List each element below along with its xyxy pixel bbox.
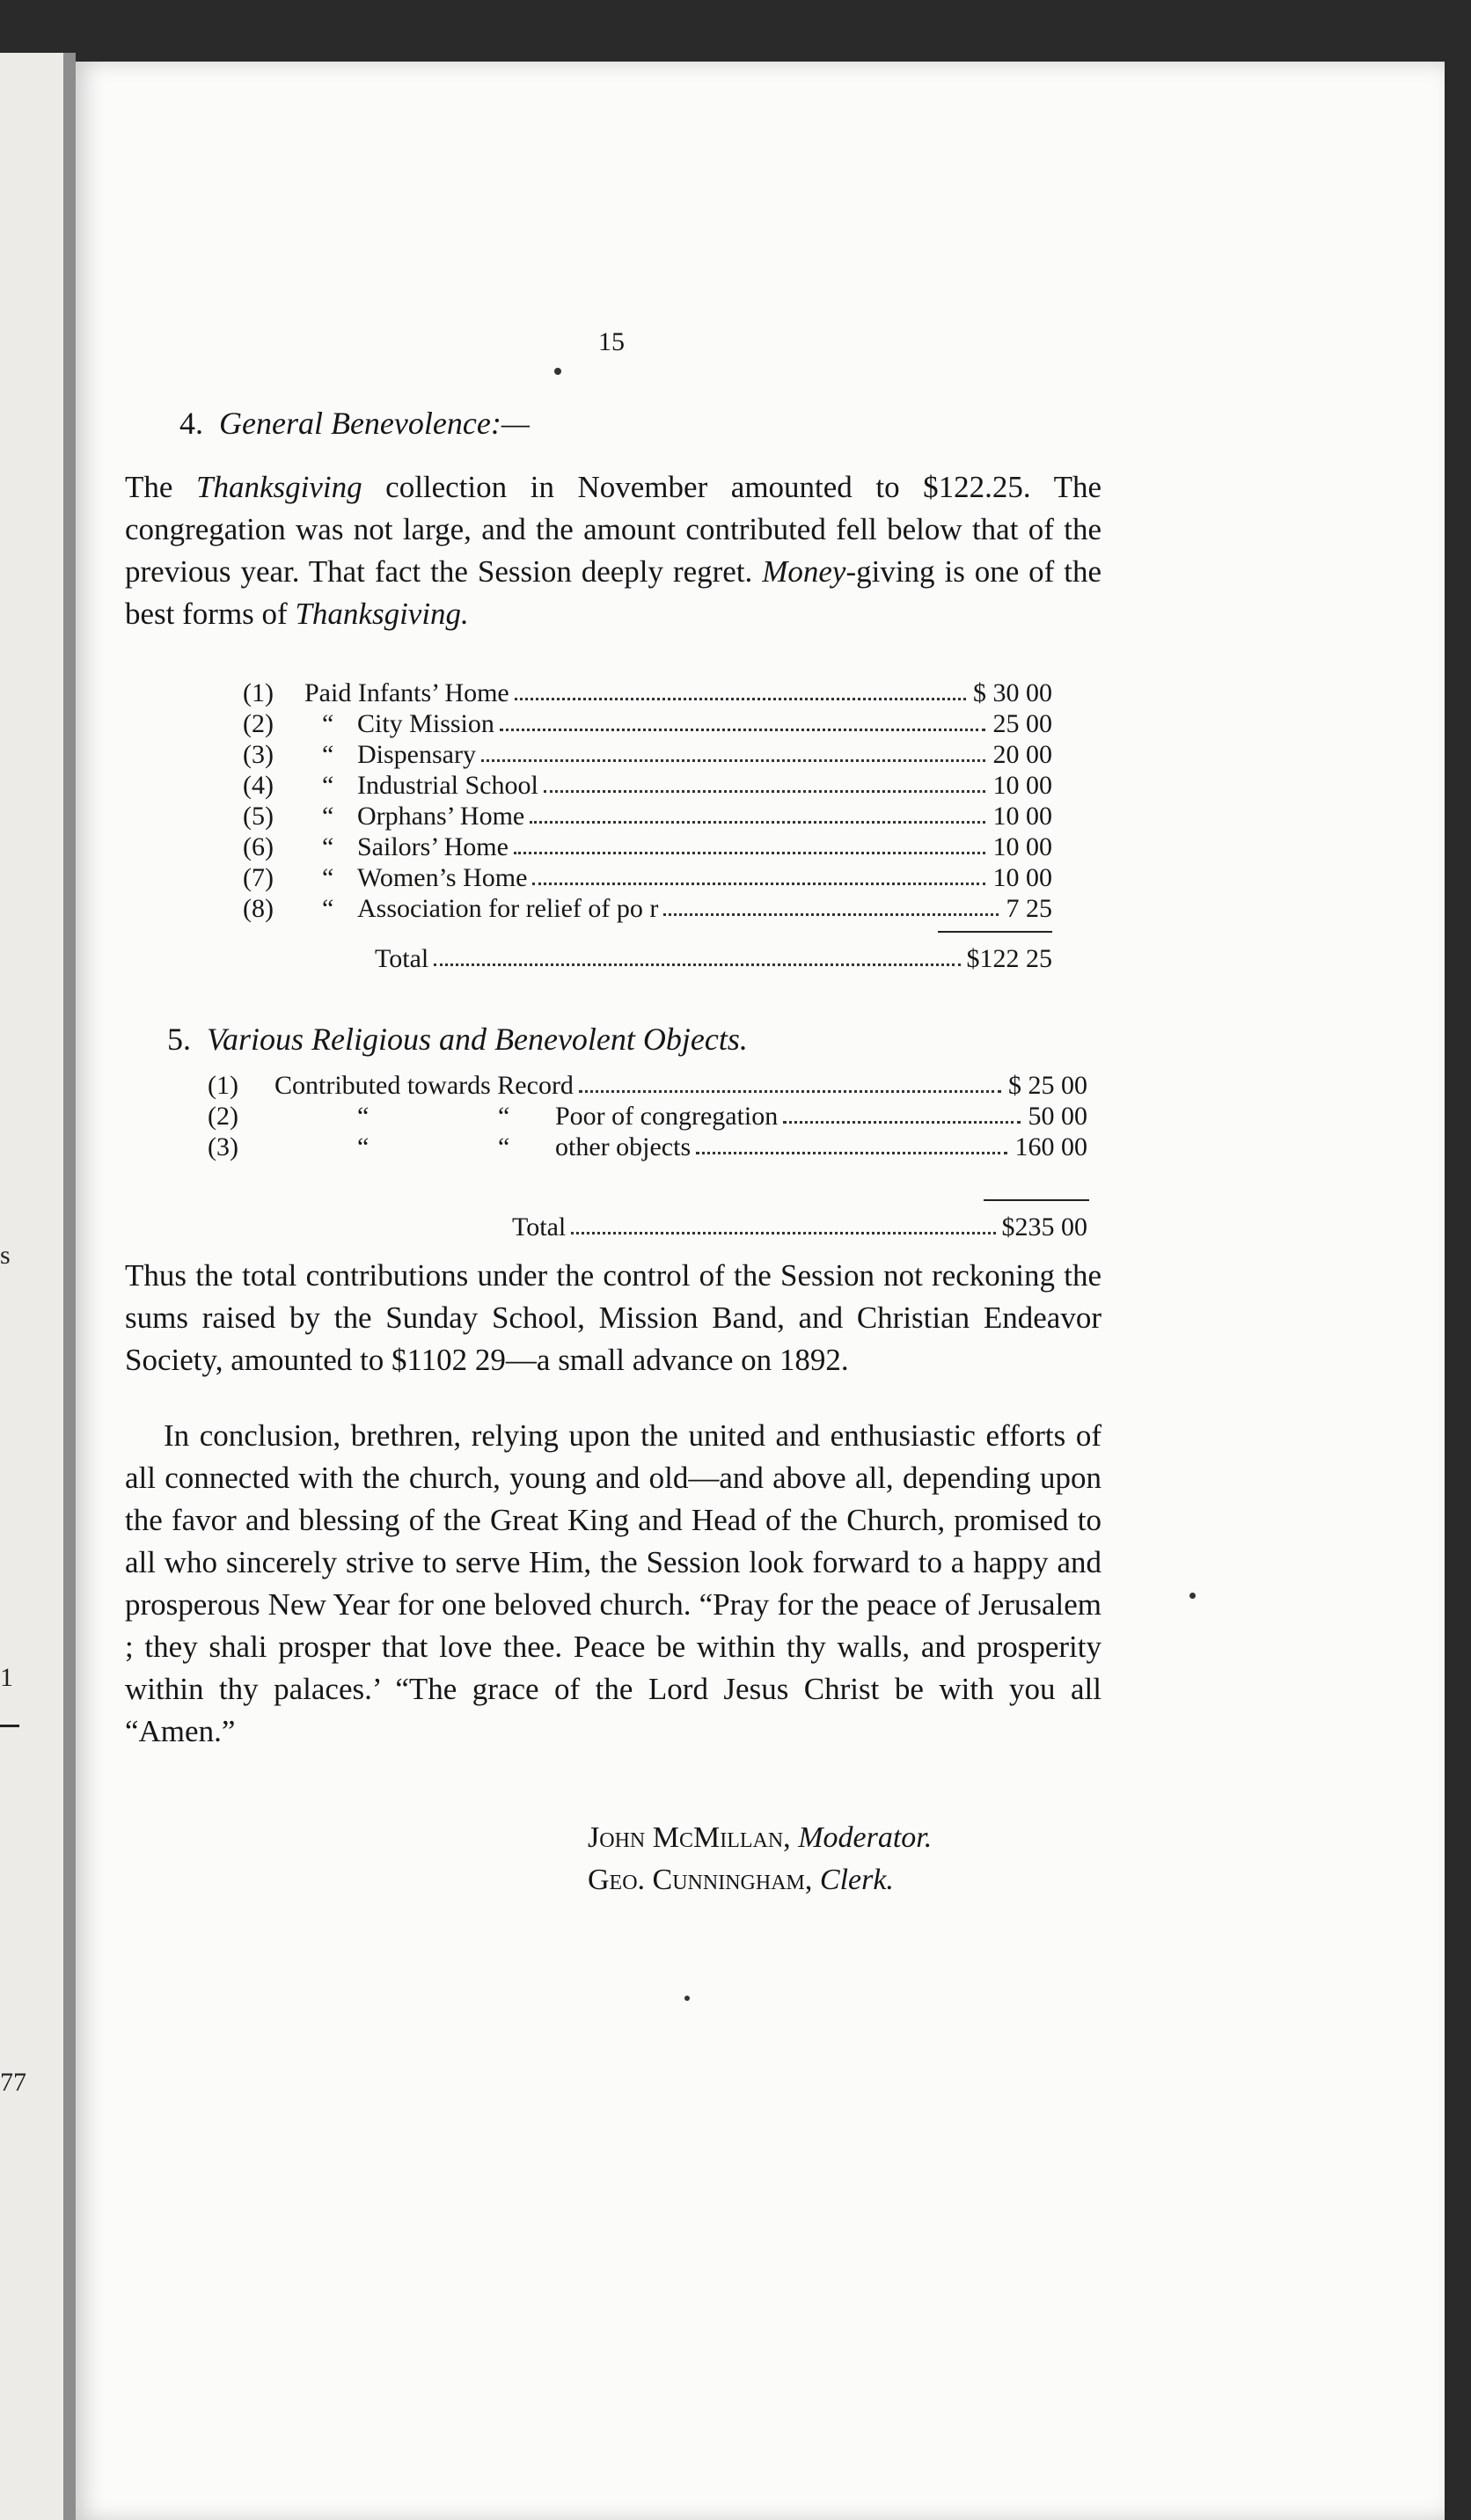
italic-word: Thanksgiving: [195, 470, 362, 504]
section-5-heading: [167, 1021, 748, 1058]
italic-word: Thanksgiving.: [295, 597, 469, 631]
item-amount: 20 00: [992, 740, 1052, 769]
leader-dots: [663, 913, 999, 916]
item-number: (1): [243, 678, 274, 707]
sum-rule: [938, 931, 1052, 933]
item-label: Sailors’ Home: [357, 832, 509, 861]
item-amount: 50 00: [1028, 1102, 1087, 1131]
item-number: (2): [243, 709, 274, 738]
list-row: [243, 862, 1087, 893]
item-amount: 10 00: [992, 863, 1052, 892]
list-row: [243, 801, 1087, 831]
document-page: [76, 62, 1445, 2520]
summary-text: Thus the total contributions under the control of the Session not reckoning the sums raised by the Sunday School, Mission Band, and Christian Endeavor Society, amounted to $1102 29—a small advance on 1892.: [125, 1258, 1101, 1377]
leader-dots: [530, 821, 985, 824]
total-row: [208, 1212, 1087, 1242]
benevolence-list: [243, 678, 1087, 973]
section-4-paragraph: [125, 466, 1101, 635]
leader-dots: [481, 759, 985, 762]
list-row: [208, 1070, 1087, 1101]
section-title: Various Religious and Benevolent Objects.: [207, 1022, 748, 1057]
ditto-mark: “: [322, 709, 334, 738]
total-amount: $235 00: [1001, 1212, 1087, 1242]
ditto-mark: “: [357, 1132, 370, 1161]
conclusion-text: In conclusion, brethren, relying upon the united and enthusiastic efforts of all connected with the church, young and old—and above all, depending upon the favor and blessing of the Great King and Head of the Church, promised to all who sincerely strive to serve Him, the Session look forward to a happy and prosperous New Year for one beloved church. “Pray for the peace of Jerusalem ; they shali prosper that love thee. Peace be within thy walls, and prosperity within thy palaces.’ “The grace of the Lord Jesus Christ be with you all “Amen.”: [125, 1418, 1101, 1748]
item-amount: $ 30 00: [973, 678, 1052, 707]
item-number: (7): [243, 863, 274, 892]
leader-dots: [579, 1090, 1001, 1093]
item-label: other objects: [555, 1132, 692, 1161]
ditto-mark: “: [322, 832, 334, 861]
item-number: (6): [243, 832, 274, 861]
signatory-name: John McMillan,: [588, 1821, 791, 1854]
leader-dots: [696, 1152, 1007, 1154]
item-number: (3): [243, 740, 274, 769]
paragraph-text: The Thanksgiving collection in November amounted to $122.25. The congregation was not large, and the amount contributed fell below that of the previous year. That fact the Session deeply regret. Money-giving is one of the best forms of Thanksgiving.: [125, 470, 1102, 631]
leader-dots: [515, 698, 966, 700]
total-amount: $122 25: [966, 944, 1052, 973]
signature-clerk: [588, 1864, 894, 1897]
ditto-mark: “: [498, 1132, 510, 1161]
item-amount: 25 00: [992, 709, 1052, 738]
leader-dots: [514, 852, 985, 854]
conclusion-paragraph: [125, 1415, 1101, 1753]
item-number: (5): [243, 802, 274, 831]
list-row: [243, 678, 1087, 708]
signatory-role: Moderator.: [798, 1821, 933, 1854]
total-label: Total: [512, 1212, 567, 1242]
signature-moderator: [588, 1821, 932, 1855]
item-amount: 10 00: [992, 802, 1052, 831]
signatory-role: Clerk.: [819, 1864, 894, 1896]
list-row: [243, 893, 1087, 924]
list-row: [243, 739, 1087, 770]
item-label: City Mission: [357, 709, 494, 738]
item-number: (3): [208, 1132, 238, 1161]
item-label: Poor of congregation: [555, 1102, 779, 1131]
total-row: [243, 943, 1087, 974]
item-label: Women’s Home: [357, 863, 528, 892]
item-label: Orphans’ Home: [357, 802, 525, 831]
ditto-mark: “: [357, 1102, 370, 1131]
adjacent-page-edge: [0, 53, 76, 2520]
item-number: (2): [208, 1102, 238, 1131]
ditto-mark: “: [322, 802, 334, 831]
ditto-mark: “: [322, 771, 334, 800]
item-number: (1): [208, 1071, 238, 1100]
total-label: Total: [375, 944, 429, 973]
ink-speck: [554, 368, 561, 375]
list-row: [243, 770, 1087, 801]
item-label: Paid Infants’ Home: [304, 678, 509, 707]
edge-mark: 77: [0, 2068, 26, 2097]
item-amount: 7 25: [1006, 894, 1052, 923]
ditto-mark: “: [322, 863, 334, 892]
list-row: [208, 1101, 1087, 1132]
item-label: Contributed towards Record: [274, 1071, 574, 1100]
sum-rule: [984, 1199, 1089, 1201]
ditto-mark: “: [322, 740, 334, 769]
item-amount: 10 00: [992, 771, 1052, 800]
objects-list: [208, 1070, 1087, 1242]
item-amount: 10 00: [992, 832, 1052, 861]
item-label: Industrial School: [357, 771, 538, 800]
ditto-mark: “: [322, 894, 334, 923]
leader-dots: [434, 963, 961, 966]
edge-rule: [0, 1725, 19, 1727]
item-number: (4): [243, 771, 274, 800]
summary-paragraph: [125, 1255, 1101, 1381]
italic-word: Money: [762, 554, 846, 589]
item-amount: 160 00: [1014, 1132, 1087, 1161]
signatory-name: Geo. Cunningham,: [588, 1864, 813, 1896]
section-number: 4.: [179, 406, 203, 441]
ink-speck: [1189, 1593, 1196, 1599]
item-number: (8): [243, 894, 274, 923]
list-row: [243, 831, 1087, 862]
page-number: 15: [598, 327, 625, 356]
ink-speck: [684, 1996, 690, 2001]
item-label: Association for relief of po r: [357, 894, 659, 923]
leader-dots: [571, 1232, 996, 1234]
leader-dots: [532, 883, 985, 885]
ditto-mark: “: [498, 1102, 510, 1131]
leader-dots: [544, 790, 985, 793]
list-row: [243, 708, 1087, 739]
section-title: General Benevolence:—: [219, 406, 530, 441]
section-number: 5.: [167, 1022, 191, 1057]
item-label: Dispensary: [357, 740, 476, 769]
leader-dots: [783, 1121, 1021, 1124]
edge-mark: s: [0, 1241, 11, 1270]
item-amount: $ 25 00: [1008, 1071, 1087, 1100]
edge-mark: 1: [0, 1663, 13, 1692]
leader-dots: [500, 729, 985, 731]
list-row: [208, 1132, 1087, 1162]
section-4-heading: [179, 405, 530, 442]
